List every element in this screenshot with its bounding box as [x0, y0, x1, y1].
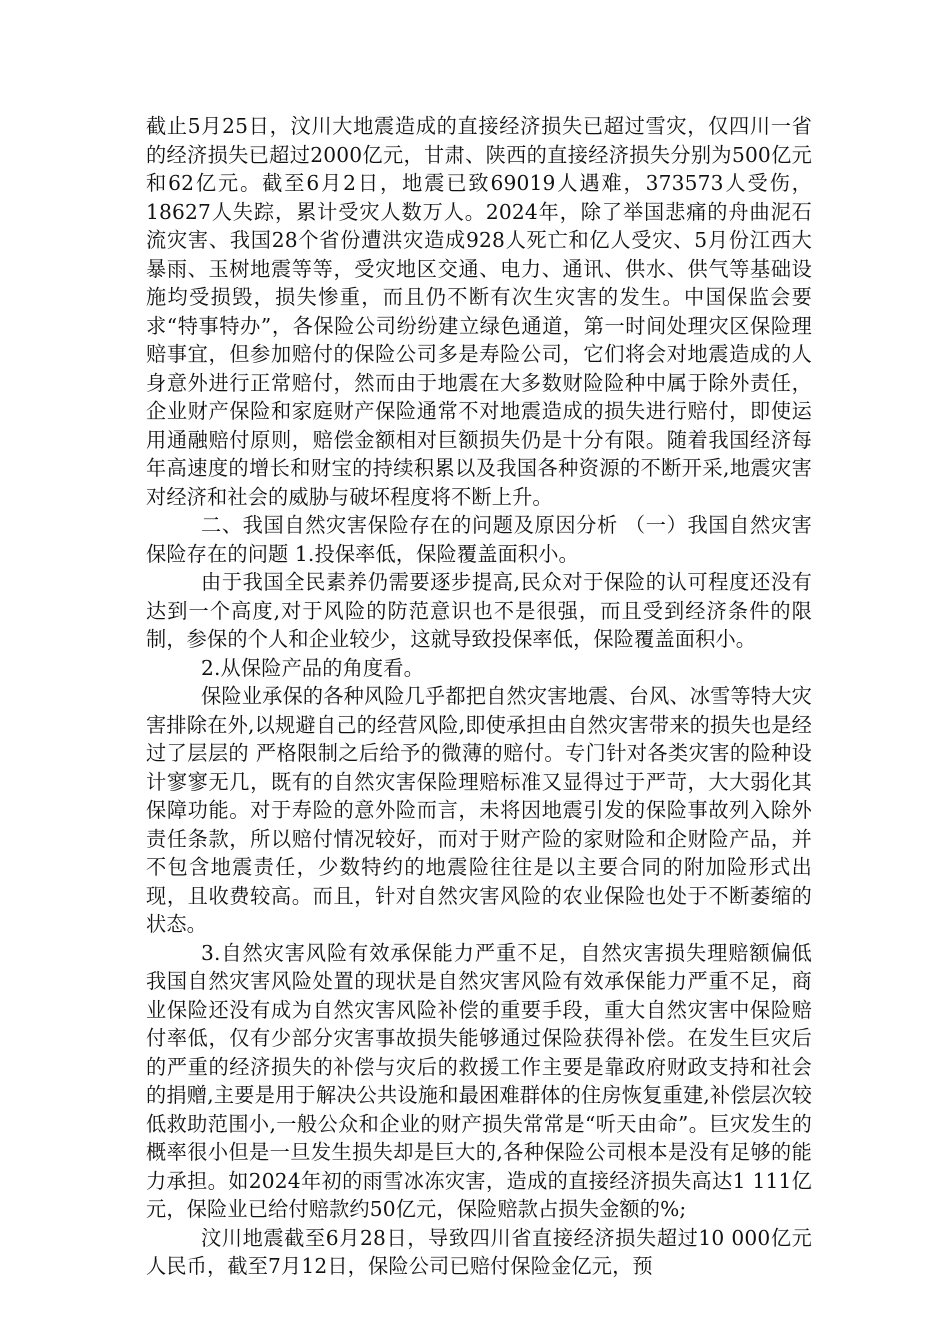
document-body	[146, 112, 812, 1281]
paragraph-6: 3.自然灾害风险有效承保能力严重不足，自然灾害损失理赔额偏低 我国自然灾害风险处置的现状是自然灾害风险有效承保能力严重不足，商业保险还没有成为自然灾害风险补偿的重要手段，重大自然灾害中保险赔付率低，仅有少部分灾害事故损失能够通过保险获得补偿。在发生巨灾后的严重的经济损失的补偿与灾后的救援工作主要是靠政府财政支持和社会的捐赠,主要是用于解决公共设施和最困难群体的住房恢复重建,补偿层次较低救助范围小,一般公众和企业的财产损失常常是“听天由命”。巨灾发生的概率很小但是一旦发生损失却是巨大的,各种保险公司根本是没有足够的能力承担。如2024年初的雨雪冰冻灾害，造成的直接经济损失高达1 111亿元，保险业已给付赔款约50亿元，保险赔款占损失金额的%;	[146, 940, 812, 1221]
paragraph-7: 汶川地震截至6月28日，导致四川省直接经济损失超过10 000亿元人民币，截至7月12日，保险公司已赔付保险金亿元，预	[146, 1225, 812, 1278]
paragraph-4: 2.从保险产品的角度看。	[201, 655, 424, 680]
paragraph-5: 保险业承保的各种风险几乎都把自然灾害地震、台风、冰雪等特大灾害排除在外,以规避自己的经营风险,即使承担由自然灾害带来的损失也是经过了层层的 严格限制之后给予的微薄的赔付。专门针对各类灾害的险种设计寥寥无几，既有的自然灾害保险理赔标准又显得过于严苛，大大弱化其保障功能。对于寿险的意外险而言，未将因地震引发的保险事故列入除外责任条款，所以赔付情况较好，而对于财产险的家财险和企财险产品，并不包含地震责任，少数特约的地震险往往是以主要合同的附加险形式出现，且收费较高。而且，针对自然灾害风险的农业保险也处于不断萎缩的状态。	[146, 684, 812, 936]
paragraph-1: 截止5月25日，汶川大地震造成的直接经济损失已超过雪灾，仅四川一省的经济损失已超过2000亿元，甘肃、陕西的直接经济损失分别为500亿元和62亿元。截至6月2日，地震已致69019人遇难，373573人受伤，18627人失踪，累计受灾人数万人。2024年，除了举国悲痛的舟曲泥石流灾害、我国28个省份遭洪灾造成928人死亡和亿人受灾、5月份江西大暴雨、玉树地震等等，受灾地区交通、电力、通讯、供水、供气等基础设施均受损毁，损失惨重，而且仍不断有次生灾害的发生。中国保监会要求“特事特办”，各保险公司纷纷建立绿色通道，第一时间处理灾区保险理赔事宜，但参加赔付的保险公司多是寿险公司，它们将会对地震造成的人身意外进行正常赔付，然而由于地震在大多数财险险种中属于除外责任，企业财产保险和家庭财产保险通常不对地震造成的损失进行赔付，即使运用通融赔付原则，赔偿金额相对巨额损失仍是十分有限。随着我国经济每年高速度的增长和财宝的持续积累以及我国各种资源的不断开采,地震灾害对经济和社会的威胁与破坏程度将不断上升。	[146, 114, 812, 509]
paragraph-2: 二、我国自然灾害保险存在的问题及原因分析 （一）我国自然灾害保险存在的问题 1.投保率低，保险覆盖面积小。	[146, 513, 812, 566]
paragraph-3: 由于我国全民素养仍需要逐步提高,民众对于保险的认可程度还没有达到一个高度,对于风险的防范意识也不是很强，而且受到经济条件的限制，参保的个人和企业较少，这就导致投保率低，保险覆盖面积小。	[146, 570, 812, 651]
